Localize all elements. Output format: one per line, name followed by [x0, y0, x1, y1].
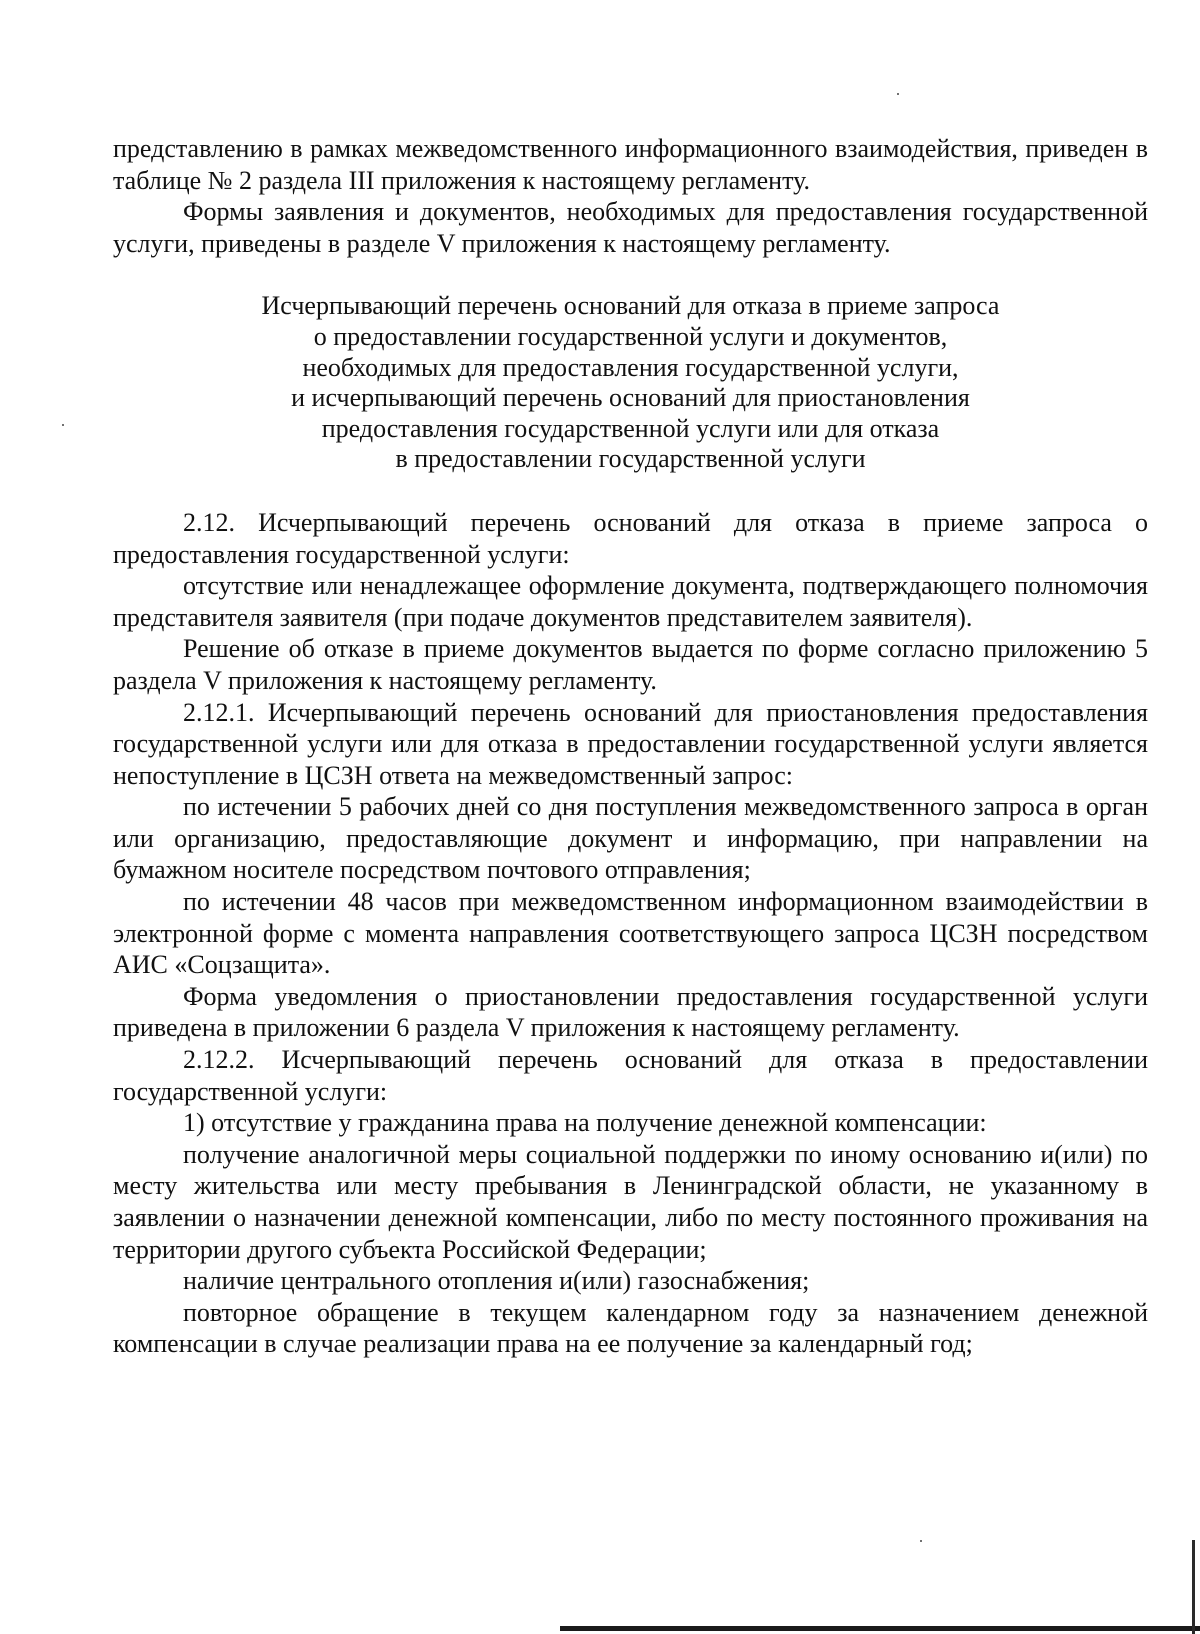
heading-line: Исчерпывающий перечень оснований для отказа в приеме запроса [261, 291, 1000, 321]
scan-edge-bottom [560, 1626, 1200, 1631]
document-body [113, 133, 1148, 1360]
paragraph-2-12: 2.12. Исчерпывающий перечень оснований для отказа в приеме запроса о предоставления государственной услуги: [113, 507, 1148, 569]
paragraph-refusal-decision: Решение об отказе в приеме документов выдается по форме согласно приложению 5 раздела V приложения к настоящему регламенту. [113, 634, 1148, 695]
paragraph-central-heating: наличие центрального отопления и(или) газоснабжения; [183, 1266, 810, 1296]
paragraph-2-12-2: 2.12.2. Исчерпывающий перечень оснований для отказа в предоставлении государственной услуги: [113, 1045, 1148, 1106]
paragraph-representative-document: отсутствие или ненадлежащее оформление документа, подтверждающего полномочия представителя заявителя (при подаче документов представителем заявителя). [113, 571, 1148, 632]
paragraph-repeated-application: повторное обращение в текущем календарном году за назначением денежной компенсации в случае реализации права на ее получение за календарный год; [113, 1297, 1148, 1359]
paragraph-five-working-days: по истечении 5 рабочих дней со дня поступления межведомственного запроса в орган или организацию, предоставляющие документ и информацию, при направлении на бумажном носителе посредством почтового отправления; [113, 792, 1148, 885]
scan-speck [897, 93, 899, 95]
heading-line: необходимых для предоставления государственной услуги, [302, 352, 959, 382]
scan-speck [920, 1540, 922, 1542]
scan-speck [62, 424, 64, 426]
paragraph-suspension-notice-form: Форма уведомления о приостановлении предоставления государственной услуги приведена в приложении 6 раздела V приложения к настоящему регламенту. [113, 981, 1148, 1043]
paragraph-48-hours: по истечении 48 часов при межведомственном информационном взаимодействии в электронной форме с момента направления соответствующего запроса ЦСЗН посредством АИС «Соцзащита». [113, 887, 1148, 980]
heading-line: предоставления государственной услуги или для отказа [321, 413, 940, 443]
paragraph-similar-support: получение аналогичной меры социальной поддержки по иному основанию и(или) по месту жительства или месту пребывания в Ленинградской области, не указанному в заявлении о назначении денежной компенсации, либо по месту постоянного проживания на территории другого субъекта Российской Федерации; [113, 1139, 1148, 1264]
heading-line: и исчерпывающий перечень оснований для приостановления [291, 383, 970, 413]
intro-paragraph-forms: Формы заявления и документов, необходимых для предоставления государственной услуги, приведены в разделе V приложения к настоящему регламенту. [113, 197, 1148, 258]
heading-line: в предоставлении государственной услуги [395, 444, 866, 474]
heading-line: о предоставлении государственной услуги и документов, [313, 321, 948, 351]
scan-edge-right [1192, 1540, 1195, 1634]
paragraph-2-12-1: 2.12.1. Исчерпывающий перечень оснований для приостановления предоставления государственной услуги или для отказа в предоставлении государственной услуги является непоступление в ЦСЗН ответа на межведомственный запрос: [113, 697, 1148, 790]
intro-paragraph-continuation: представлению в рамках межведомственного информационного взаимодействия, приведен в таблице № 2 раздела III приложения к настоящему регламенту. [113, 134, 1148, 195]
section-heading [113, 291, 1148, 475]
paragraph-item-1: 1) отсутствие у гражданина права на получение денежной компенсации: [183, 1108, 987, 1138]
